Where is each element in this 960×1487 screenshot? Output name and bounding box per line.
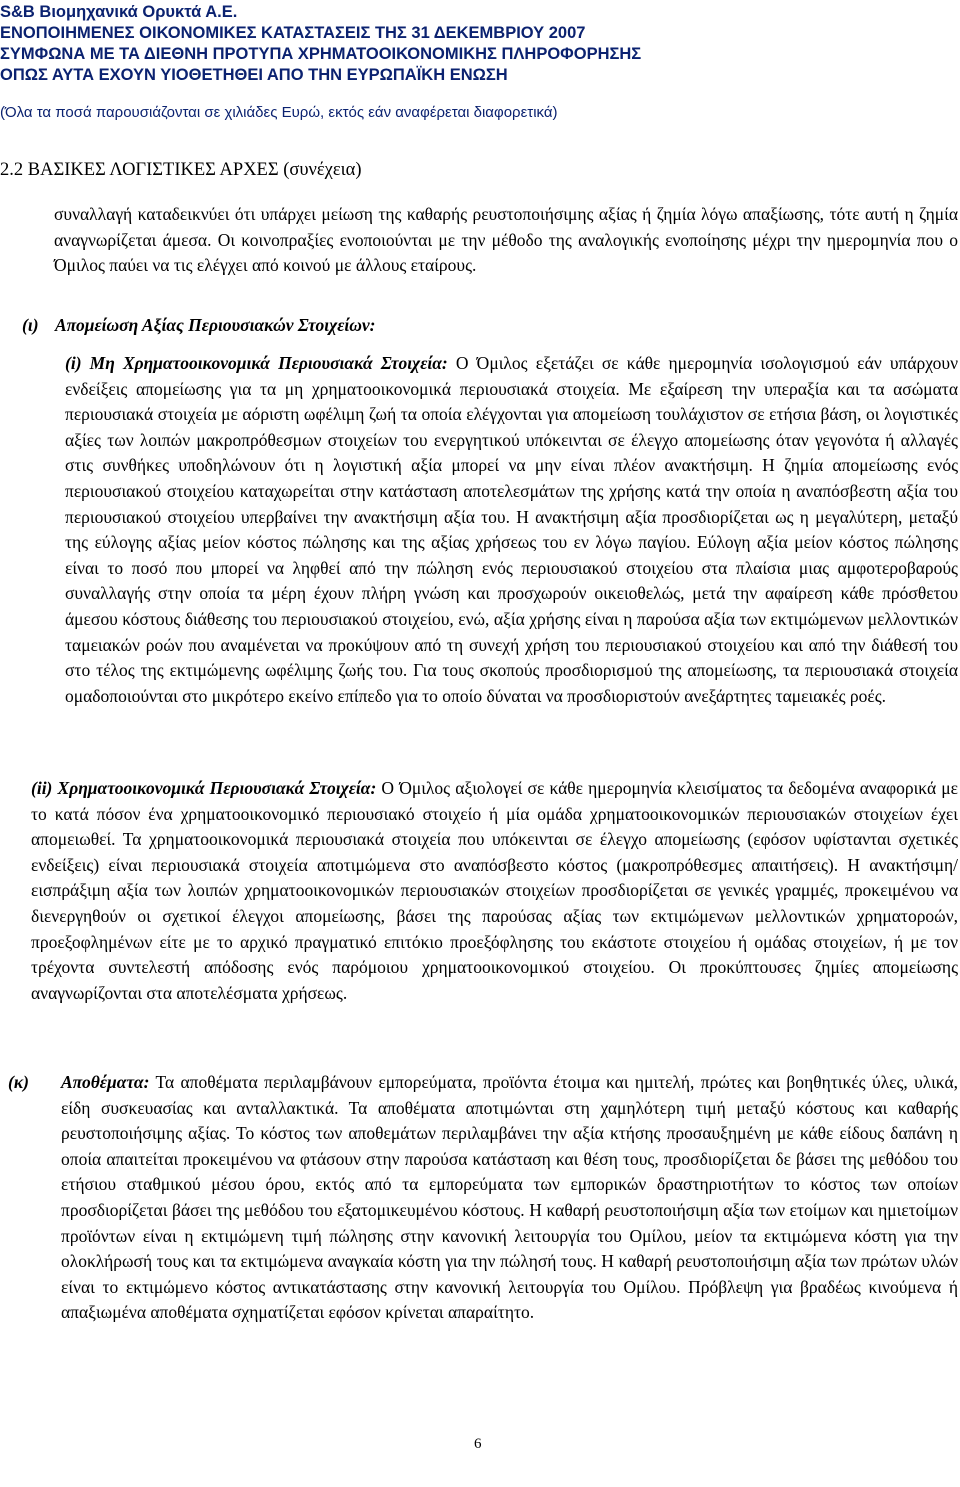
paragraph-label: Αποθέματα: — [61, 1072, 150, 1092]
document-header — [0, 2, 641, 86]
paragraph-financial-assets — [31, 776, 958, 1006]
header-line-3: ΣΥΜΦΩΝΑ ΜΕ ΤΑ ΔΙΕΘΝΗ ΠΡΟΤΥΠΑ ΧΡΗΜΑΤΟΟΙΚΟΝΟΜΙΚΗΣ ΠΛΗΡΟΦΟΡΗΣΗΣ — [0, 45, 642, 63]
header-line-2: ΕΝΟΠΟΙΗΜΕΝΕΣ ΟΙΚΟΝΟΜΙΚΕΣ ΚΑΤΑΣΤΑΣΕΙΣ ΤΗΣ 31 ΔΕΚΕΜΒΡΙΟΥ 2007 — [0, 24, 586, 42]
paragraph-inventories — [8, 1070, 958, 1326]
subsection-title: Απομείωση Αξίας Περιουσιακών Στοιχείων: — [55, 315, 376, 335]
page-number: 6 — [474, 1436, 482, 1452]
subsection-heading — [22, 315, 376, 336]
subsection-marker: (ι) — [22, 315, 39, 335]
paragraph-text: Τα αποθέματα περιλαμβάνουν εμπορεύματα, προϊόντα έτοιμα και ημιτελή, πρώτες και βοηθητικές ύλες, υλικά, είδη συσκευασίας και ανταλλακτικά. Τα αποθέματα αποτιμώνται στη χαμηλότερη τιμή μεταξύ κόστους και καθαρής ρευστοποιήσιμης αξίας. Το κόστος των αποθεμάτων περιλαμβάνει την αξία κτήσης προσαυξημένη με κάθε είδους δαπάνη η οποία απαιτείται προκειμένου να φτάσουν στην παρούσα κατάσταση και θέση τους, προσδιορίζεται δε βάσει της μεθόδου του ετήσιου σταθμικού μέσου όρου, εκτός από τα εμπορεύματα των εμπορικών δραστηριοτήτων το κόστος των οποίων προσδιορίζεται βάσει της μεθόδου του εξατομικευμένου κόστους. Η καθαρή ρευστοποιήσιμη αξία των ετοίμων και ημιετοίμων προϊόντων είναι η εκτιμώμενη τιμή πώλησης στην κανονική λειτουργία του Ομίλου, μείον τα εκτιμώμενα κόστη για την ολοκλήρωσή τους και τα εκτιμώμενα αναγκαία κόστη για την πώλησή τους. Η καθαρή ρευστοποιήσιμη αξία των πρώτων υλών είναι το εκτιμώμενο κόστος αντικατάστασης στην κανονική λειτουργία του Ομίλου. Πρόβλεψη για βραδέως κινούμενα ή απαξιωμένα αποθέματα σχηματίζεται εφόσον κρίνεται απαραίτητο. — [61, 1072, 958, 1323]
section-title: 2.2 ΒΑΣΙΚΕΣ ΛΟΓΙΣΤΙΚΕΣ ΑΡΧΕΣ (συνέχεια) — [0, 160, 362, 180]
paragraph-non-financial-assets — [65, 351, 958, 709]
company-name: S&B Βιομηχανικά Ορυκτά Α.Ε. — [0, 3, 238, 21]
paragraph-label: (i) Μη Χρηματοοικονομικά Περιουσιακά Στοιχεία: — [65, 353, 448, 373]
amounts-note: (Όλα τα ποσά παρουσιάζονται σε χιλιάδες Ευρώ, εκτός εάν αναφέρεται διαφορετικά) — [0, 104, 558, 121]
paragraph-text: Ο Όμιλος εξετάζει σε κάθε ημερομηνία ισολογισμού εάν υπάρχουν ενδείξεις απομείωσης για τα μη χρηματοοικονομικά περιουσιακά στοιχεία. Με εξαίρεση την υπεραξία και τα ασώματα περιουσιακά στοιχεία με αόριστη ωφέλιμη ζωή τα οποία ελέγχονται για απομείωση τουλάχιστον σε ετήσια βάση, οι λογιστικές αξίες των λοιπών μακροπρόθεσμων στοιχείων του ενεργητικού υπόκεινται σε έλεγχο απομείωσης όταν γεγονότα ή αλλαγές στις συνθήκες υποδηλώνουν ότι η λογιστική αξία μπορεί να μην είναι πλέον ανακτήσιμη. Η ζημία απομείωσης ενός περιουσιακού στοιχείου καταχωρείται στην κατάσταση αποτελεσμάτων της χρήσης κατά την οποία η αναπόσβεστη αξία του περιουσιακού στοιχείου υπερβαίνει την ανακτήσιμη αξία του. Η ανακτήσιμη αξία προσδιορίζεται ως η μεγαλύτερη, μεταξύ της εύλογης αξίας μείον κόστος πώλησης και της αξίας χρήσεως του εν λόγω παγίου. Εύλογη αξία μείον κόστος πώλησης είναι το ποσό που μπορεί να ληφθεί από την πώληση ενός περιουσιακού στοιχείου στα πλαίσια μιας αμφοτεροβαρούς συναλλαγής στην οποία τα μέρη έχουν πλήρη γνώση και προσχωρούν οικειοθελώς, μετά την αφαίρεση κάθε πρόσθετου άμεσου κόστους διάθεσης του περιουσιακού στοιχείου, ενώ, αξία χρήσης είναι η παρούσα αξία των εκτιμώμενων μελλοντικών ταμειακών ροών που αναμένεται να προκύψουν από τη συνεχή χρήση του περιουσιακού στοιχείου και από την διάθεσή του στο τέλος της εκτιμώμενης ωφέλιμης ζωής του. Για τους σκοπούς προσδιορισμού της απομείωσης, τα περιουσιακά στοιχεία ομαδοποιούνται στο μικρότερο εκείνο επίπεδο για το οποίο δύναται να προσδιοριστούν ανεξάρτητες ταμειακές ροές. — [65, 353, 958, 706]
paragraph-text: Ο Όμιλος αξιολογεί σε κάθε ημερομηνία κλεισίματος τα δεδομένα αναφορικά με το κατά πόσον ένα χρηματοοικονομικό περιουσιακό στοιχείο ή μία ομάδα χρηματοοικονομικών περιουσιακών στοιχείων έχει απομειωθεί. Τα χρηματοοικονομικά περιουσιακά στοιχεία που υπόκεινται σε έλεγχο απομείωσης (εφόσον υφίστανται σχετικές ενδείξεις) είναι περιουσιακά στοιχεία αποτιμώμενα στο αναπόσβεστο κόστος (μακροπρόθεσμες απαιτήσεις). Η ανακτήσιμη/εισπράξιμη αξία των λοιπών χρηματοοικονομικών περιουσιακών στοιχείων προσδιορίζεται σε γενικές γραμμές, προκειμένου να διενεργηθούν οι σχετικοί έλεγχοι απομείωσης, βάσει της παρούσας αξίας των εκτιμώμενων μελλοντικών χρηματοροών, προεξοφλημένων είτε με το αρχικό πραγματικό επιτόκιο προεξόφλησης του εκάστοτε στοιχείου ή ομάδας στοιχείων, ή με τον τρέχοντα συντελεστή απόδοσης ενός παρόμοιου χρηματοοικονομικού στοιχείου. Οι προκύπτουσες ζημίες απομείωσης αναγνωρίζονται στα αποτελέσματα χρήσεως. — [31, 778, 959, 1003]
paragraph-label: (ii) Χρηματοοικονομικά Περιουσιακά Στοιχεία: — [31, 778, 377, 798]
header-line-4: ΟΠΩΣ ΑΥΤΑ ΕΧΟΥΝ ΥΙΟΘΕΤΗΘΕΙ ΑΠΟ ΤΗΝ ΕΥΡΩΠΑΪΚΗ ΕΝΩΣΗ — [0, 66, 508, 84]
intro-paragraph: συναλλαγή καταδεικνύει ότι υπάρχει μείωση της καθαρής ρευστοποιήσιμης αξίας ή ζημία λόγω απαξίωσης, τότε αυτή η ζημία αναγνωρίζεται άμεσα. Οι κοινοπραξίες ενοποιούνται με την μέθοδο της αναλογικής ενοποίησης μέχρι την ημερομηνία που ο Όμιλος παύει να τις ελέγχει από κοινού με άλλους εταίρους. — [54, 204, 958, 276]
paragraph-marker: (κ) — [8, 1072, 29, 1092]
